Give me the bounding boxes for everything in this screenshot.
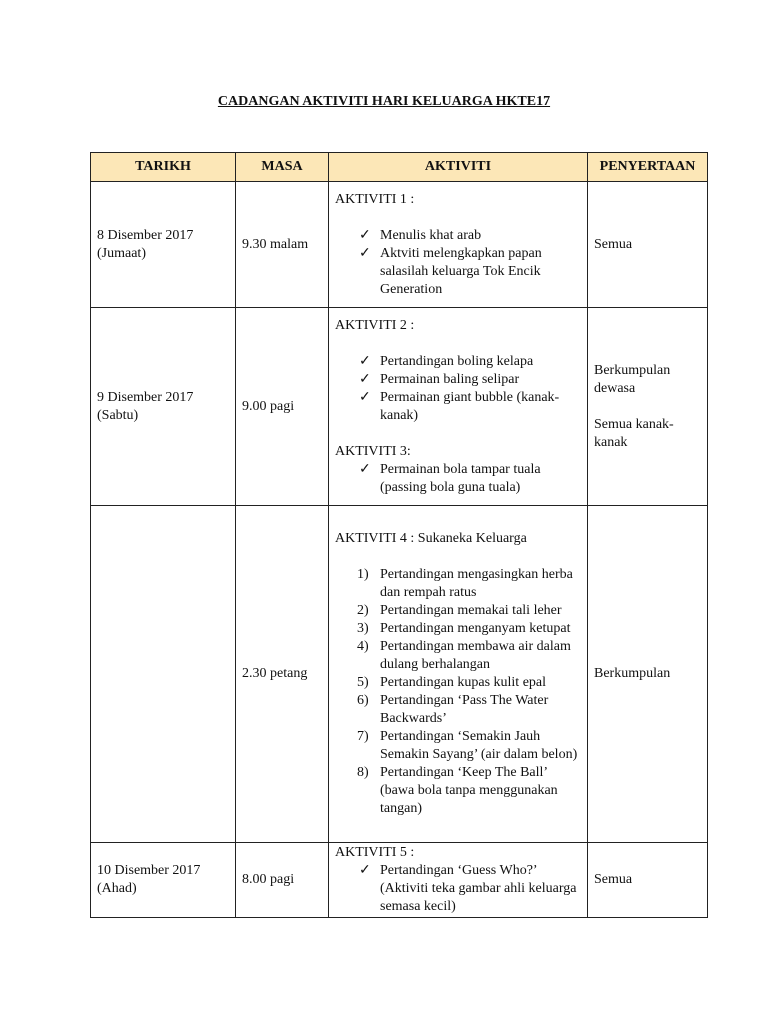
list-item: 3) Pertandingan menganyam ketupat [357,621,571,636]
tarikh-cell [91,308,236,506]
aktiviti-heading: AKTIVITI 1 : [335,191,415,207]
penyertaan-cell [588,308,708,506]
list-item: ✓ Pertandingan ‘Guess Who?’ (Aktiviti teka gambar ahli keluarga semasa kecil) [359,863,577,914]
list-item: 5) Pertandingan kupas kulit epal [357,675,547,690]
list-item: ✓ Permainan baling selipar [359,371,520,387]
tarikh-day: (Jumaat) [97,245,146,261]
tarikh-day: (Ahad) [97,881,137,896]
aktiviti-heading: AKTIVITI 2 : [335,317,415,333]
header-penyertaan: PENYERTAAN [588,153,708,182]
tarikh-date: 8 Disember 2017 [97,227,194,243]
penyertaan-dewasa: Berkumpulan dewasa [594,362,671,396]
masa-cell: 9.00 pagi [236,308,329,506]
checklist [335,461,581,497]
penyertaan-cell: Semua [588,843,708,918]
check-mark-icon: ✓ [359,353,371,369]
table-row [91,506,708,843]
tarikh-cell [91,843,236,918]
masa-cell: 8.00 pagi [236,843,329,918]
table-header-row [91,153,708,182]
masa-cell: 2.30 petang [236,506,329,843]
list-item: 4) Pertandingan membawa air dalam dulang berhalangan [357,639,571,672]
table-row [91,843,708,918]
penyertaan-cell: Semua [588,182,708,308]
header-masa: MASA [236,153,329,182]
list-item: 7) Pertandingan ‘Semakin Jauh Semakin Sayang’ (air dalam belon) [357,729,578,762]
masa-cell: 9.30 malam [236,182,329,308]
aktiviti-heading: AKTIVITI 5 : [335,845,415,860]
check-mark-icon: ✓ [359,461,371,477]
tarikh-date: 10 Disember 2017 [97,863,201,878]
check-mark-icon: ✓ [359,863,371,878]
list-item: ✓ Menulis khat arab [359,227,482,243]
tarikh-cell [91,506,236,843]
aktiviti-cell [329,308,588,506]
aktiviti-heading: AKTIVITI 4 : Sukaneka Keluarga [335,531,527,546]
aktiviti-cell [329,843,588,918]
checklist [335,353,581,425]
list-item: ✓ Permainan bola tampar tuala (passing bola guna tuala) [359,461,541,495]
penyertaan-cell: Berkumpulan [588,506,708,843]
check-mark-icon: ✓ [359,389,371,405]
aktiviti-cell [329,182,588,308]
checklist [335,862,581,916]
check-mark-icon: ✓ [359,371,371,387]
tarikh-day: (Sabtu) [97,407,139,423]
list-item: ✓ Permainan giant bubble (kanak-kanak) [359,389,560,423]
penyertaan-kanak: Semua kanak-kanak [594,416,674,450]
aktiviti-cell [329,506,588,843]
activity-table [90,152,708,918]
checklist [335,227,581,299]
table-row [91,308,708,506]
header-tarikh: TARIKH [91,153,236,182]
list-item: 6) Pertandingan ‘Pass The Water Backwards’ [357,693,549,726]
list-item: ✓ Pertandingan boling kelapa [359,353,534,369]
list-item: 8) Pertandingan ‘Keep The Ball’ (bawa bola tanpa menggunakan tangan) [357,765,558,816]
check-mark-icon: ✓ [359,245,371,261]
check-mark-icon: ✓ [359,227,371,243]
table-row [91,182,708,308]
header-aktiviti: AKTIVITI [329,153,588,182]
list-item: 2) Pertandingan memakai tali leher [357,603,562,618]
tarikh-cell [91,182,236,308]
list-item: 1) Pertandingan mengasingkan herba dan rempah ratus [357,567,573,600]
numbered-list [335,566,581,818]
aktiviti-heading: AKTIVITI 3: [335,443,411,459]
tarikh-date: 9 Disember 2017 [97,389,194,405]
document-title: CADANGAN AKTIVITI HARI KELUARGA HKTE17 [217,94,551,109]
list-item: ✓ Aktviti melengkapkan papan salasilah keluarga Tok Encik Generation [359,245,542,297]
